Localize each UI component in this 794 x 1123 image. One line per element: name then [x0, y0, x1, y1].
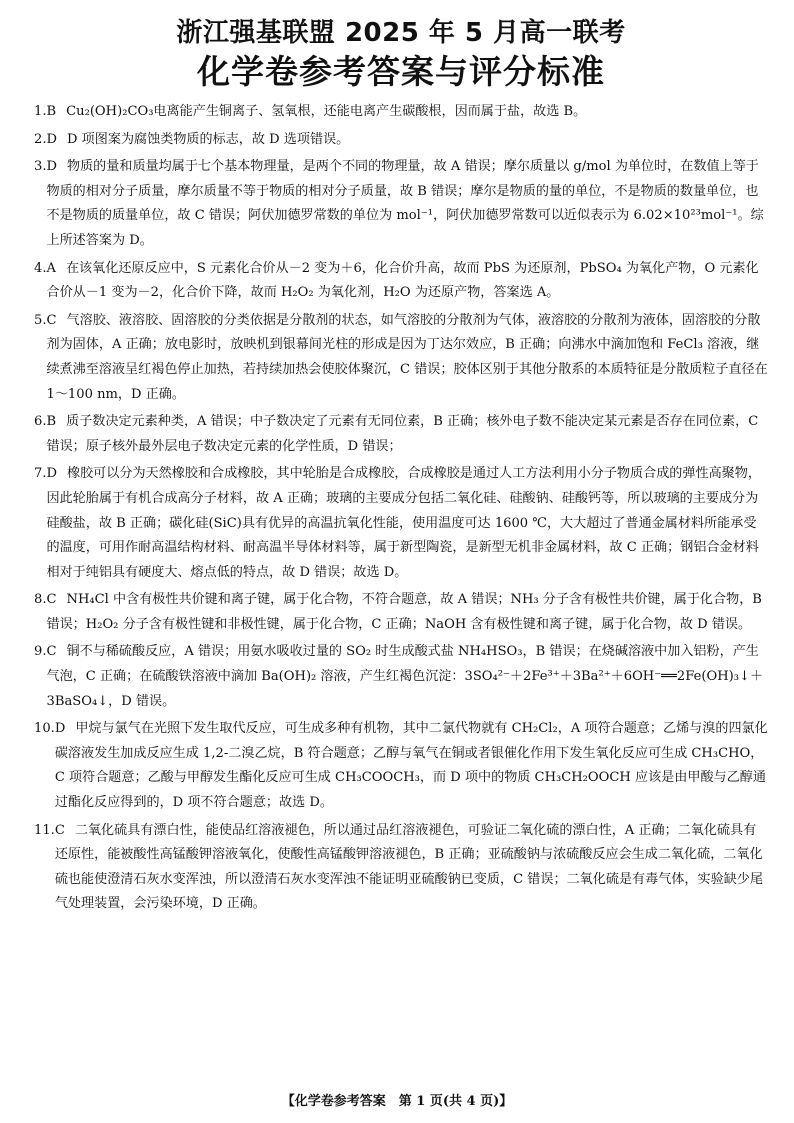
answer-body: [47, 155, 769, 253]
answer-choice: A: [46, 260, 56, 276]
question-number: 3.: [34, 159, 47, 175]
answer-body: [47, 128, 769, 153]
answer-choice: D: [46, 159, 57, 175]
exam-title: 浙江强基联盟 2025 年 5 月高一联考: [176, 18, 626, 48]
answer-item: [34, 155, 768, 253]
question-number: 2.: [34, 131, 47, 147]
answer-choice: D: [46, 131, 57, 147]
answer-choice: C: [46, 312, 57, 328]
answer-explanation: 二氧化硫具有漂白性，能使品红溶液褪色，所以通过品红溶液褪色，可验证二氧化硫的漂白性，A 正确；二氧化硫具有还原性，能被酸性高锰酸钾溶液氧化，使酸性高锰酸钾溶液褪色，B 正确；亚硫酸钠与浓硫酸反应会生成二氧化硫，二氧化硫也能使澄清石灰水变浑浊，所以澄清石灰水变浑浊不能证明亚硫酸钠已变质，C 错误；二氧化硫是有毒气体，实验缺少尾气处理装置，会污染环境，D 正确。: [54, 822, 763, 912]
answer-explanation: 甲烷与氯气在光照下发生取代反应，可生成多种有机物，其中二氯代物就有 CH₂Cl₂，A 项符合题意；乙烯与溴的四氯化碳溶液发生加成反应生成 1,2-二溴乙烷，B 符合题意；乙醇与氧气在铜或者银催化作用下发生氧化反应可生成 CH₃CHO，C 项符合题意；乙酸与甲醇发生酯化反应可生成 CH₃COOCH₃，而 D 项中的物质 CH₃CH₂OOCH 应该是由甲酸与乙醇通过酯化反应得到的，D 项不符合题意；故选 D。: [54, 721, 768, 811]
answer-body: [47, 410, 769, 459]
question-number: 1.: [34, 104, 47, 119]
question-number: 4.: [34, 260, 47, 276]
answer-explanation: 物质的量和质量均属于七个基本物理量，是两个不同的物理量，故 A 错误；摩尔质量以 g/mol 为单位时，在数值上等于物质的相对分子质量，摩尔质量不等于物质的相对分子质量，故 B 错误；摩尔是物质的量的单位，不是物质的数量单位，也不是物质的质量单位，故 C 错误；阿伏加德罗常数的单位为 mol⁻¹，阿伏加德罗常数可以近似表示为 6.02×10²³mol⁻¹。综上所述答案为 D。: [46, 159, 764, 248]
answer-item: [34, 819, 768, 917]
answer-body: [47, 257, 769, 306]
answer-item: [34, 588, 768, 637]
answer-explanation: 气溶胶、液溶胶、固溶胶的分类依据是分散剂的状态，如气溶胶的分散剂为气体，液溶胶的分散剂为液体，固溶胶的分散剂为固体，A 正确；放电影时，放映机到银幕间光柱的形成是因为丁达尔效应，B 正确；向沸水中滴加饱和 FeCl₃ 溶液，继续煮沸至溶液呈红褐色停止加热，若持续加热会使胶体聚沉，C 错误；胶体区别于其他分散系的本质特征是分散质粒子直径在 1～100 nm，D 正确。: [46, 312, 768, 402]
question-number: 5.: [34, 312, 47, 328]
answer-choice: B: [46, 104, 57, 119]
answer-item: [34, 462, 768, 585]
answer-choice: C: [46, 644, 57, 660]
document-title: 化学卷参考答案与评分标准: [197, 52, 605, 91]
question-number: 9.: [34, 644, 47, 660]
answer-explanation: NH₄Cl 中含有极性共价键和离子键，属于化合物，不符合题意，故 A 错误；NH₃ 分子含有极性共价键，属于化合物，B 错误；H₂O₂ 分子含有极性键和非极性键，属于化合物，C 正确；NaOH 含有极性键和离子键，属于化合物，故 D 错误。: [46, 592, 762, 632]
question-number: 10.: [34, 721, 55, 737]
question-number: 8.: [34, 592, 47, 608]
answer-body: [47, 588, 769, 637]
answer-explanation: 铜不与稀硫酸反应，A 错误；用氨水吸收过量的 SO₂ 时生成酸式盐 NH₄HSO₃，B 错误；在烧碱溶液中加入铝粉，产生气泡，C 正确；在硫酸铁溶液中滴加 Ba(OH)₂ 溶液，产生红褐色沉淀：3SO₄²⁻＋2Fe³⁺＋3Ba²⁺＋6OH⁻══2Fe(OH)₃↓＋3BaSO₄↓，D 错误。: [46, 644, 764, 709]
answer-explanation: D 项图案为腐蚀类物质的标志，故 D 选项错误。: [67, 131, 350, 147]
answer-explanation: 橡胶可以分为天然橡胶和合成橡胶，其中轮胎是合成橡胶，合成橡胶是通过人工方法利用小分子物质合成的弹性高聚物，因此轮胎属于有机合成高分子材料，故 A 正确；玻璃的主要成分包括二氧化硅、硅酸钠、硅酸钙等，所以玻璃的主要成分为硅酸盐，故 B 正确；碳化硅(SiC)具有优异的高温抗氧化性能，使用温度可达 1600 ℃，大大超过了普通金属材料所能承受的温度，可用作耐高温结构材料、耐高温半导体材料等，属于新型陶瓷，是新型无机非金属材料，故 C 正确；钢铝合金材料相对于纯铝具有硬度大、熔点低的特点，故 D 错误；故选 D。: [46, 466, 761, 580]
answer-item: [34, 640, 768, 714]
page-footer: 【化学卷参考答案 第 1 页(共 4 页)】: [281, 1094, 513, 1109]
answer-choice: C: [46, 592, 57, 608]
answer-body: [55, 819, 768, 917]
question-number: 6.: [34, 414, 47, 430]
answer-item: [34, 717, 768, 815]
answer-explanation: 质子数决定元素种类，A 错误；中子数决定了元素有无同位素，B 正确；核外电子数不能决定某元素是否存在同位素，C 错误；原子核外最外层电子数决定元素的化学性质，D 错误；: [46, 414, 759, 454]
answer-body: [55, 717, 768, 815]
answer-explanation: 在该氧化还原反应中，S 元素化合价从－2 变为＋6，化合价升高，故而 PbS 为还原剂，PbSO₄ 为氧化产物，O 元素化合价从－1 变为－2，化合价下降，故而 H₂O₂ 为氧化剂，H₂O 为还原产物，答案选 A。: [46, 260, 759, 301]
question-number: 11.: [34, 822, 55, 838]
question-number: 7.: [34, 466, 47, 482]
answer-item: [34, 128, 768, 153]
answer-explanation: Cu₂(OH)₂CO₃电离能产生铜离子、氢氧根，还能电离产生碳酸根，因而属于盐，故选 B。: [66, 104, 587, 119]
answer-choice: C: [54, 822, 65, 838]
answer-item: [34, 100, 768, 125]
answer-choice: D: [54, 721, 66, 737]
answer-item: [34, 257, 768, 306]
answer-choice: B: [46, 414, 57, 430]
answer-list: [34, 100, 768, 917]
answer-body: [47, 640, 769, 714]
answer-item: [34, 410, 768, 459]
answer-body: [47, 100, 769, 125]
answer-item: [34, 309, 768, 407]
answer-choice: D: [46, 466, 57, 482]
answer-body: [47, 309, 769, 407]
answer-body: [47, 462, 769, 585]
